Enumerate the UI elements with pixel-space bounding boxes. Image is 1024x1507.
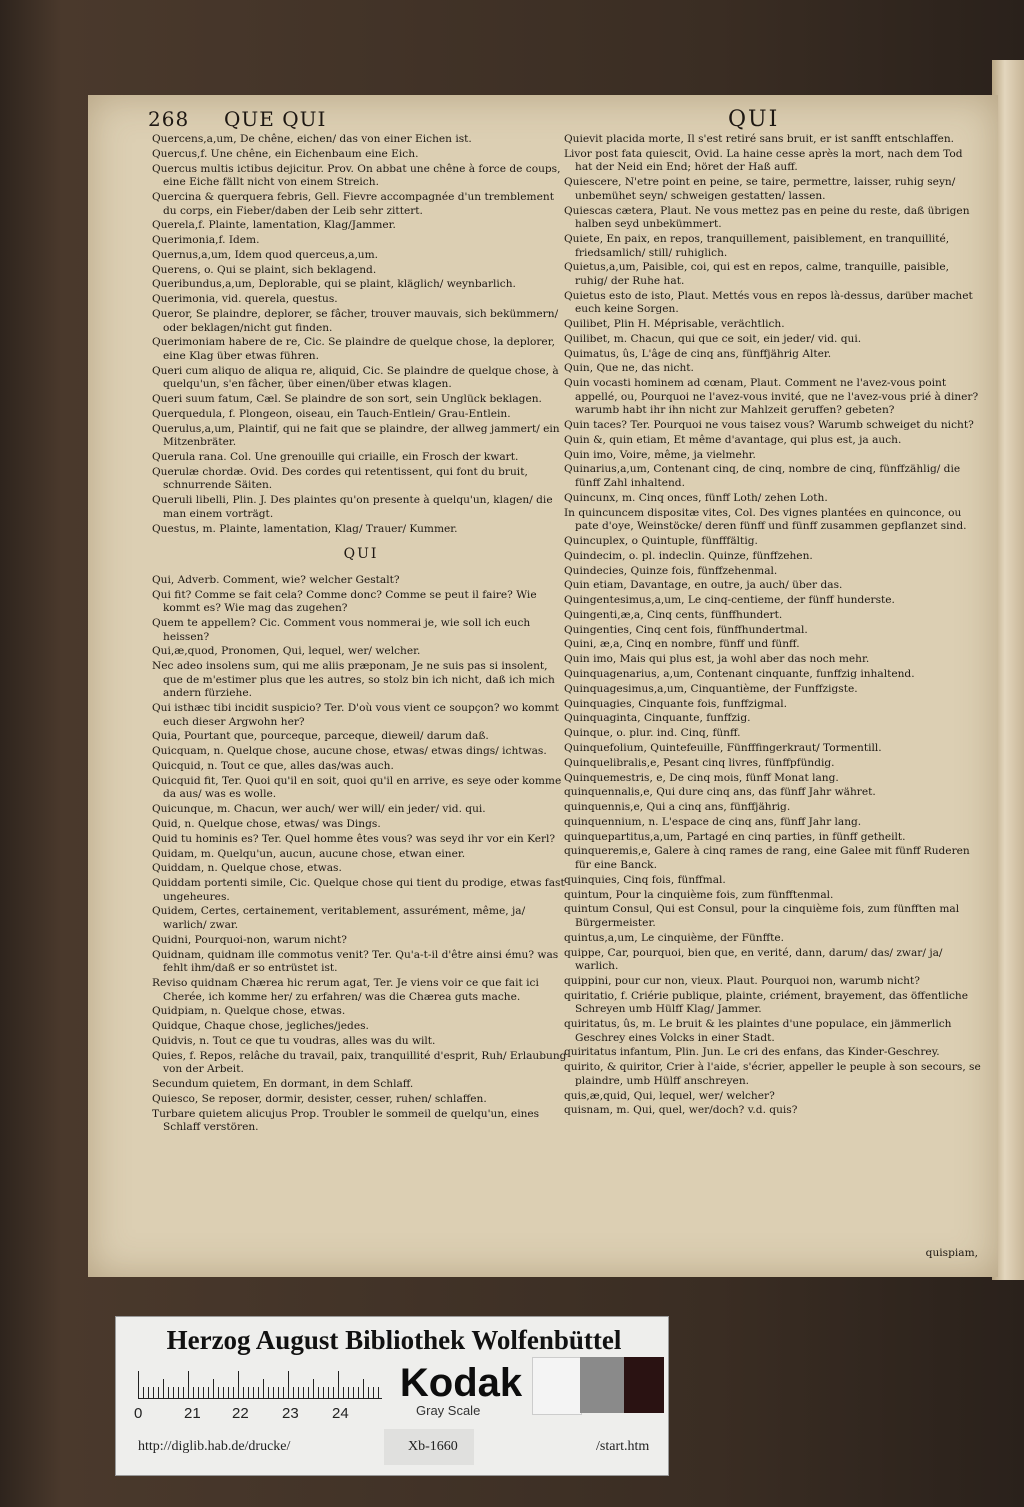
dictionary-entry: quintus,a,um, Le cinquième, der Fünffte. — [564, 931, 785, 944]
dictionary-entry: quirito, & quiritor, Crier à l'aide, s'écrier, appeller le peuple à son secours, se plaindre, umb Hülff anschreyen. — [564, 1061, 981, 1087]
dictionary-entry: quiritatus infantum, Plin. Jun. Le cri des enfans, das Kinder-Geschrey. — [564, 1046, 940, 1059]
ruler-tick — [298, 1387, 299, 1399]
dark-swatch — [624, 1357, 664, 1413]
ruler-tick — [333, 1387, 334, 1399]
dictionary-entry: Quiddam, n. Quelque chose, etwas. — [152, 862, 342, 875]
dictionary-entry: Quidem, Certes, certainement, veritablement, assurément, même, ja/ warlich/ zwar. — [152, 905, 526, 932]
dictionary-entry: Secundum quietem, En dormant, in dem Schlaff. — [152, 1078, 414, 1091]
ruler-tick — [258, 1387, 259, 1399]
ruler-tick — [373, 1387, 374, 1399]
source-url: http://diglib.hab.de/drucke/ — [138, 1439, 291, 1454]
ruler-tick — [283, 1387, 284, 1399]
kodak-logo: Kodak — [399, 1360, 523, 1405]
dictionary-entry: quinquennium, n. L'espace de cinq ans, fünff Jahr lang. — [564, 815, 862, 828]
dictionary-entry: Quicunque, m. Chacun, wer auch/ wer will/ ein jeder/ vid. qui. — [152, 803, 486, 816]
dictionary-entry: Quidque, Chaque chose, jegliches/jedes. — [152, 1020, 369, 1033]
dictionary-entry: quippini, pour cur non, vieux. Plaut. Pourquoi non, warumb nicht? — [564, 974, 920, 987]
left-entries-a — [152, 133, 570, 536]
ruler-tick — [343, 1387, 344, 1399]
dictionary-entry: Quin imo, Mais qui plus est, ja wohl aber das noch mehr. — [564, 653, 870, 666]
dictionary-entry: Quin imo, Voire, même, ja vielmehr. — [564, 448, 756, 461]
dictionary-entry: Quidvis, n. Tout ce que tu voudras, alles was du wilt. — [152, 1034, 436, 1047]
dictionary-entry: Qui isthæc tibi incidit suspicio? Ter. D'où vous vient ce soupçon? wo kommt euch dieser Argwohn her? — [152, 702, 559, 728]
dictionary-entry: Quinquagies, Cinquante fois, funffzigmal. — [564, 697, 788, 710]
scale-number: 21 — [184, 1405, 201, 1422]
ruler-tick — [203, 1387, 204, 1399]
ruler-tick — [278, 1387, 279, 1399]
dictionary-entry: Quid, n. Quelque chose, etwas/ was Dings. — [152, 817, 381, 830]
ruler-tick — [358, 1387, 359, 1399]
dictionary-entry: Querela,f. Plainte, lamentation, Klag/Jammer. — [152, 219, 396, 232]
dictionary-entry: Quincuplex, o Quintuple, fünfffältig. — [564, 535, 758, 547]
dictionary-entry: Turbare quietem alicujus Prop. Troubler le sommeil de quelqu'un, eines Schlaff verstören. — [152, 1107, 540, 1134]
dictionary-entry: quis,æ,quid, Qui, lequel, wer/ welcher? — [564, 1089, 775, 1102]
dictionary-entry: Quilibet, m. Chacun, qui que ce soit, ein jeder/ vid. qui. — [564, 332, 862, 345]
dictionary-entry: Querula rana. Col. Une grenouille qui criaille, ein Frosch der kwart. — [152, 451, 519, 464]
gray-scale-label: Gray Scale — [416, 1403, 481, 1418]
library-name: Herzog August Bibliothek Wolfenbüttel — [166, 1325, 622, 1355]
ruler-tick — [268, 1387, 269, 1399]
right-column — [564, 133, 982, 1119]
dictionary-entry: Querens, o. Qui se plaint, sich beklagend. — [152, 263, 377, 276]
ruler-tick — [193, 1387, 194, 1399]
dictionary-entry: Queruli libelli, Plin. J. Des plaintes qu'on presente à quelqu'un, klagen/ die man einem vorträgt. — [152, 494, 553, 520]
dictionary-entry: Quernus,a,um, Idem quod querceus,a,um. — [152, 248, 379, 261]
scale-ruler — [138, 1369, 382, 1399]
ruler-tick — [213, 1379, 214, 1399]
dictionary-entry: Quincunx, m. Cinq onces, fünff Loth/ zehen Loth. — [564, 491, 828, 504]
ruler-tick — [183, 1387, 184, 1399]
ruler-tick — [233, 1387, 234, 1399]
dictionary-entry: Quiesco, Se reposer, dormir, desister, cesser, ruhen/ schlaffen. — [152, 1092, 487, 1105]
dictionary-entry: Quinquefolium, Quintefeuille, Fünfffingerkraut/ Tormentill. — [564, 741, 882, 754]
dictionary-entry: Quicquid, n. Tout ce que, alles das/was auch. — [152, 760, 394, 772]
scale-number: 22 — [232, 1405, 249, 1422]
dictionary-entry: Reviso quidnam Chærea hic rerum agat, Ter. Je viens voir ce que fait ici Cherée, ich komme her/ zu erfahren/ was die Chærea guts mache. — [152, 976, 539, 1003]
ruler-tick — [138, 1371, 139, 1399]
ruler-tick — [368, 1387, 369, 1399]
dictionary-entry: Livor post fata quiescit, Ovid. La haine cesse après la mort, nach dem Tod hat der Neid ein End; höret der Haß auff. — [564, 147, 963, 174]
ruler-tick — [248, 1387, 249, 1399]
dictionary-entry: quiritatus, ûs, m. Le bruit & les plaintes d'une populace, ein jämmerlich Geschrey eines Volcks in einer Stadt. — [564, 1018, 952, 1044]
dictionary-entry: Quingenti,æ,a, Cinq cents, fünffhundert. — [564, 608, 783, 621]
left-entries-b — [152, 574, 570, 1135]
dictionary-entry: Qui fit? Comme se fait cela? Comme donc? Comme se peut il faire? Wie kommt es? Wie mag das zugehen? — [152, 588, 537, 615]
ruler-tick — [163, 1379, 164, 1399]
dictionary-entry: Querimoniam habere de re, Cic. Se plaindre de quelque chose, la deplorer, eine Klag über etwas führen. — [152, 336, 555, 362]
dictionary-entry: Quiete, En paix, en repos, tranquillement, paisiblement, en tranquillité, friedsamlich/ still/ ruhiglich. — [564, 232, 950, 259]
dictionary-entry: Quem te appellem? Cic. Comment vous nommerai je, wie soll ich euch heissen? — [152, 616, 531, 643]
section-subheading: QUI — [343, 546, 379, 563]
ruler-tick — [148, 1387, 149, 1399]
dictionary-entry: Quingenties, Cinq cent fois, fünffhundertmal. — [564, 623, 808, 636]
ruler-tick — [363, 1379, 364, 1399]
ruler-tick — [178, 1387, 179, 1399]
dictionary-entry: Nec adeo insolens sum, qui me aliis præponam, Je ne suis pas si insolent, que de m'estimer plus que les autres, so stolz bin ich nicht, daß ich mich andern fürziehe. — [152, 660, 555, 700]
ruler-tick — [378, 1387, 379, 1399]
ruler-tick — [348, 1387, 349, 1399]
ruler-tick — [208, 1387, 209, 1399]
ruler-tick — [308, 1387, 309, 1399]
dictionary-entry: Quinquagenarius, a,um, Contenant cinquante, funffzig inhaltend. — [564, 668, 915, 681]
dictionary-entry: Qui,æ,quod, Pronomen, Qui, lequel, wer/ welcher. — [152, 645, 421, 658]
ruler-tick — [293, 1387, 294, 1399]
right-heading: QUI — [728, 107, 780, 132]
dictionary-entry: Quidni, Pourquoi-non, warum nicht? — [152, 933, 347, 946]
dictionary-entry: In quincuncem dispositæ vites, Col. Des vignes plantées en quinconce, ou pate d'oye, Weinstöcke/ deren fünff und fünff zusammen gepflanzet sind. — [564, 506, 967, 533]
ruler-tick — [303, 1387, 304, 1399]
dictionary-entry: Quilibet, Plin H. Méprisable, verächtlich. — [564, 318, 785, 331]
ruler-tick — [143, 1387, 144, 1399]
dictionary-entry: Querquedula, f. Plongeon, oiseau, ein Tauch-Entlein/ Grau-Entlein. — [152, 407, 511, 420]
dictionary-entry: Querulæ chordæ. Ovid. Des cordes qui retentissent, qui font du bruit, schnurrende Säiten. — [152, 465, 528, 492]
dictionary-entry: Quid tu hominis es? Ter. Quel homme êtes vous? was seyd ihr vor ein Kerl? — [152, 832, 556, 845]
dictionary-entry: quinquepartitus,a,um, Partagé en cinq parties, in fünff getheilt. — [564, 830, 906, 843]
dictionary-entry: Quercina & querquera febris, Gell. Fievre accompagnée d'un tremblement du corps, ein Fieber/daben der Leib sehr zittert. — [152, 190, 554, 217]
dictionary-entry: Quicquam, n. Quelque chose, aucune chose, etwas/ etwas dings/ ichtwas. — [152, 745, 547, 758]
right-entries — [564, 133, 982, 1118]
ruler-tick — [238, 1371, 239, 1399]
ruler-tick — [218, 1387, 219, 1399]
dictionary-entry: Quin, Que ne, das nicht. — [564, 362, 694, 375]
dictionary-entry: Quiddam portenti simile, Cic. Quelque chose qui tient du prodige, etwas fast ungeheures. — [152, 877, 565, 903]
scale-number: 23 — [282, 1405, 299, 1422]
dictionary-entry: Quinarius,a,um, Contenant cinq, de cinq, nombre de cinq, fünffzählig/ die fünff Zahl inhaltend. — [564, 463, 961, 490]
dictionary-entry: Quidam, m. Quelqu'un, aucun, aucune chose, etwan einer. — [152, 847, 466, 860]
dictionary-entry: quiritatio, f. Criérie publique, plainte, criément, brayement, das öffentliche Schreyen umb Hülff Klag/ Jammer. — [564, 989, 968, 1016]
ruler-tick — [168, 1387, 169, 1399]
ruler-tick — [338, 1371, 339, 1399]
dictionary-entry: Quin vocasti hominem ad cœnam, Plaut. Comment ne l'avez-vous point appellé, ou, Pourquoi ne l'avez-vous invité, que ne l'avez-vous prié à diner? warumb habt ihr ihn nicht zur Mahlzeit geruffen? gebeten? — [564, 377, 979, 417]
dictionary-entry: Quimatus, ûs, L'âge de cinq ans, fünffjährig Alter. — [564, 347, 832, 360]
page-number: 268 — [148, 107, 190, 131]
white-swatch — [532, 1357, 582, 1415]
dictionary-entry: Querimonia,f. Idem. — [152, 234, 260, 247]
ruler-tick — [188, 1371, 189, 1399]
start-path: /start.htm — [596, 1439, 650, 1454]
ruler-tick — [223, 1387, 224, 1399]
dictionary-entry: Quinquagesimus,a,um, Cinquantième, der Funffzigste. — [564, 682, 858, 695]
scale-number: 0 — [134, 1405, 143, 1422]
left-heading: QUE QUI — [224, 107, 327, 131]
dictionary-entry: quippe, Car, pourquoi, bien que, en verité, dann, darum/ das/ zwar/ ja/ warlich. — [564, 946, 943, 973]
ruler-tick — [353, 1387, 354, 1399]
dictionary-entry: Quindecies, Quinze fois, fünffzehenmal. — [564, 564, 778, 577]
ruler-tick — [158, 1387, 159, 1399]
ruler-tick — [313, 1379, 314, 1399]
ruler-tick — [273, 1387, 274, 1399]
dictionary-entry: quintum, Pour la cinquième fois, zum fünfftenmal. — [564, 888, 834, 901]
dictionary-entry: quintum Consul, Qui est Consul, pour la cinquième fois, zum fünfften mal Bürgermeister. — [564, 903, 960, 929]
dictionary-entry: Quicquid fit, Ter. Quoi qu'il en soit, quoi qu'il en arrive, es seye oder komme da aus/ was es wolle. — [152, 774, 562, 801]
dictionary-entry: Quietus,a,um, Paisible, coi, qui est en repos, calme, tranquille, paisible, ruhig/ der Ruhe hat. — [564, 261, 949, 287]
ruler-tick — [253, 1387, 254, 1399]
dictionary-entry: Quinquelibralis,e, Pesant cinq livres, fünffpfündig. — [564, 756, 835, 769]
gray-swatch — [580, 1357, 624, 1413]
dictionary-entry: quisnam, m. Qui, quel, wer/doch? v.d. quis? — [564, 1104, 798, 1117]
dictionary-entry: quinquennalis,e, Qui dure cinq ans, das fünff Jahr währet. — [564, 786, 876, 799]
dictionary-entry: Quinquaginta, Cinquante, funffzig. — [564, 712, 751, 725]
ruler-tick — [263, 1379, 264, 1399]
ruler-tick — [243, 1387, 244, 1399]
dictionary-entry: Quindecim, o. pl. indeclin. Quinze, fünffzehen. — [564, 549, 813, 562]
dictionary-entry: Quievit placida morte, Il s'est retiré sans bruit, er ist sanfft entschlaffen. — [564, 133, 955, 145]
dictionary-entry: Quini, æ,a, Cinq en nombre, fünff und fünff. — [564, 638, 800, 651]
dictionary-entry: quinqueremis,e, Galere à cinq rames de rang, eine Galee mit fünff Ruderen für eine Banck. — [564, 845, 970, 871]
dictionary-entry: Quietus esto de isto, Plaut. Mettés vous en repos là-dessus, darüber machet euch keine Sorgen. — [564, 289, 973, 316]
dictionary-entry: Quercus multis ictibus dejicitur. Prov. On abbat une chêne à force de coups, eine Eiche fällt nicht von einem Streich. — [152, 162, 561, 189]
ruler-tick — [328, 1387, 329, 1399]
ruler-tick — [318, 1387, 319, 1399]
ruler-tick — [323, 1387, 324, 1399]
dictionary-entry: Quiescere, N'etre point en peine, se taire, permettre, laisser, ruhig seyn/ unbemühet seyn/ schweigen gestatten/ lassen. — [564, 176, 956, 202]
dictionary-entry: Quies, f. Repos, relâche du travail, paix, tranquillité d'esprit, Ruh/ Erlaubung von der Arbeit. — [152, 1049, 567, 1076]
dictionary-entry: Qui, Adverb. Comment, wie? welcher Gestalt? — [152, 573, 400, 586]
dictionary-entry: Quinque, o. plur. ind. Cinq, fünff. — [564, 727, 741, 740]
dictionary-entry: Queror, Se plaindre, deplorer, se fâcher, trouver mauvais, sich bekümmern/ oder beklagen/nicht gut finden. — [152, 308, 559, 334]
dictionary-entry: Quercens,a,um, De chêne, eichen/ das von einer Eichen ist. — [152, 133, 472, 145]
left-column — [152, 133, 570, 1136]
dictionary-entry: Quinquemestris, e, De cinq mois, fünff Monat lang. — [564, 771, 839, 784]
ruler-tick — [153, 1387, 154, 1399]
dictionary-entry: Quia, Pourtant que, pourceque, parceque, dieweil/ darum daß. — [152, 730, 489, 743]
ruler-baseline — [138, 1398, 382, 1399]
ruler-tick — [198, 1387, 199, 1399]
dictionary-entry: Quidnam, quidnam ille commotus venit? Ter. Qu'a-t-il d'être ainsi ému? was fehlt ihm/daß er so entrüstet ist. — [152, 948, 559, 975]
dictionary-entry: Querulus,a,um, Plaintif, qui ne fait que se plaindre, der allweg jammert/ ein Mitzenbräter. — [152, 422, 560, 449]
shelfmark: Xb-1660 — [408, 1439, 458, 1454]
dictionary-entry: Quingentesimus,a,um, Le cinq-centieme, der fünff hunderste. — [564, 594, 895, 607]
dictionary-entry: Quercus,f. Une chêne, ein Eichenbaum eine Eich. — [152, 147, 419, 160]
dictionary-entry: Quiescas cætera, Plaut. Ne vous mettez pas en peine du reste, daß übrigen halben seyd unbekümmert. — [564, 204, 970, 231]
dictionary-entry: Queribundus,a,um, Deplorable, qui se plaint, kläglich/ weynbarlich. — [152, 278, 516, 291]
scale-number: 24 — [332, 1405, 349, 1422]
dictionary-entry: Queri suum fatum, Cæl. Se plaindre de son sort, sein Unglück beklagen. — [152, 393, 542, 406]
dictionary-entry: quinquies, Cinq fois, fünffmal. — [564, 873, 726, 886]
dictionary-entry: Questus, m. Plainte, lamentation, Klag/ Trauer/ Kummer. — [152, 522, 458, 535]
ruler-tick — [288, 1371, 289, 1399]
color-target-card — [115, 1316, 669, 1476]
dictionary-entry: Quin etiam, Davantage, en outre, ja auch/ über das. — [564, 579, 843, 592]
ruler-tick — [173, 1387, 174, 1399]
dictionary-entry: quinquennis,e, Qui a cinq ans, fünffjährig. — [564, 801, 791, 814]
dictionary-entry: Querimonia, vid. querela, questus. — [152, 293, 338, 306]
dictionary-page — [88, 95, 998, 1277]
dictionary-entry: Queri cum aliquo de aliqua re, aliquid, Cic. Se plaindre de quelque chose, à quelqu'un, s'en fâcher, über einen/über etwas klagen. — [152, 364, 559, 391]
catchword: quispiam, — [925, 1247, 978, 1259]
dictionary-entry: Quidpiam, n. Quelque chose, etwas. — [152, 1005, 346, 1018]
ruler-tick — [228, 1387, 229, 1399]
dictionary-entry: Quin taces? Ter. Pourquoi ne vous taisez vous? Warumb schweiget du nicht? — [564, 419, 974, 432]
dictionary-entry: Quin &, quin etiam, Et même d'avantage, qui plus est, ja auch. — [564, 433, 902, 446]
